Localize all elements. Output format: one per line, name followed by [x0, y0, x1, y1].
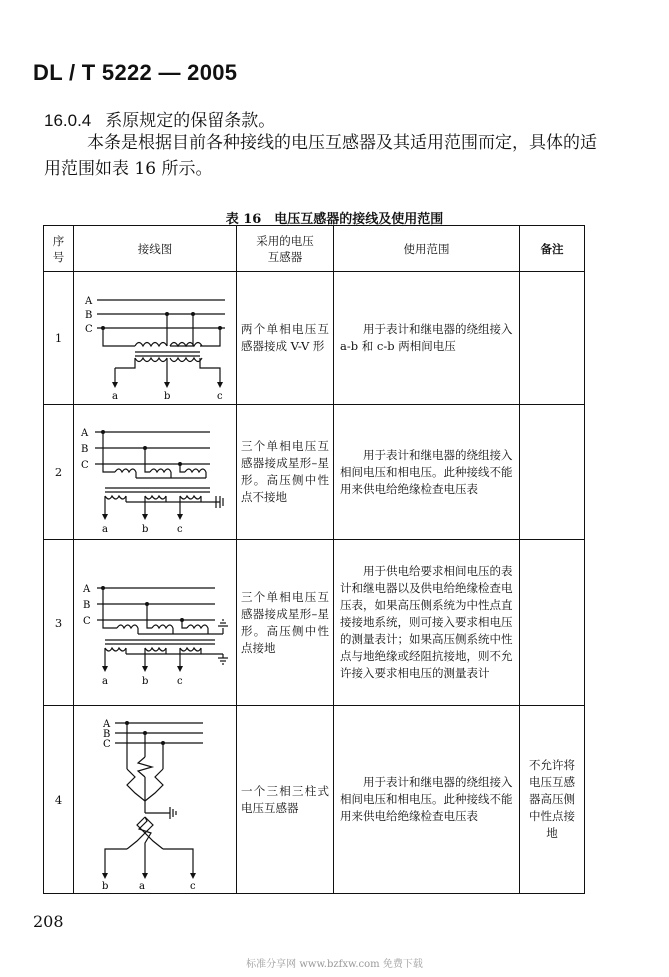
- secondary-a-label: a: [139, 880, 145, 891]
- row-seq: 2: [44, 405, 74, 540]
- phase-c-label: C: [83, 615, 91, 627]
- phase-c-label: C: [103, 738, 111, 750]
- secondary-a-label: a: [102, 524, 108, 535]
- row-diagram: [74, 405, 237, 540]
- three-phase-three-limb-diagram: [75, 709, 235, 891]
- phase-b-label: B: [83, 599, 91, 611]
- secondary-b-label: b: [142, 675, 149, 687]
- header-note: 备注: [520, 226, 585, 272]
- header-scope: 使用范围: [334, 226, 520, 272]
- phase-a-label: A: [81, 428, 89, 439]
- footer-watermark: 标准分享网 www.bzfxw.com 免费下载: [246, 959, 423, 970]
- row-method: 一个三相三柱式电压互感器: [237, 706, 334, 894]
- phase-c-label: C: [81, 460, 89, 471]
- row-scope: 用于供电给要求相间电压的表计和继电器以及供电给绝缘检查电压表，如果高压侧系统为中性点直接接地系统，则可接入要求相电压的测量表计；如果高压侧系统中性点与地绝缘或经阻抗接地，则不允许接入要求相电压的测量表计: [334, 540, 520, 706]
- row-diagram: [74, 706, 237, 894]
- phase-a-label: A: [83, 583, 91, 595]
- secondary-b-label: b: [142, 524, 149, 535]
- secondary-c-label: c: [177, 675, 183, 687]
- row-note: [520, 272, 585, 405]
- clause-number: 16.0.4: [44, 111, 92, 130]
- row-scope: 用于表计和继电器的绕组接入相间电压和相电压。此种接线不能用来供电给绝缘检查电压表: [334, 405, 520, 540]
- clause-heading: [44, 106, 275, 131]
- secondary-c-label: c: [217, 391, 223, 402]
- header-diagram: 接线图: [74, 226, 237, 272]
- phase-c-label: C: [85, 324, 93, 335]
- phase-b-label: B: [103, 728, 111, 740]
- secondary-c-label: c: [190, 880, 196, 891]
- header-seq: 序号: [44, 226, 74, 272]
- star-star-ungrounded-diagram: [75, 408, 235, 536]
- phase-a-label: A: [85, 296, 93, 307]
- phase-b-label: B: [81, 444, 89, 455]
- row-seq: 3: [44, 540, 74, 706]
- row-note: [520, 405, 585, 540]
- secondary-b-label: b: [164, 391, 171, 402]
- row-method: 三个单相电压互感器接成星形–星形。高压侧中性点不接地: [237, 405, 334, 540]
- secondary-a-label: a: [102, 675, 108, 687]
- page-number: 208: [33, 912, 64, 931]
- vv-connection-diagram: [75, 274, 235, 402]
- phase-a-label: A: [103, 718, 111, 730]
- row-scope: 用于表计和继电器的绕组接入相间电压和相电压。此种接线不能用来供电给绝缘检查电压表: [334, 706, 520, 894]
- secondary-a-label: a: [112, 391, 118, 402]
- table-header-row: [44, 226, 585, 272]
- secondary-c-label: c: [177, 524, 183, 535]
- row-diagram: [74, 540, 237, 706]
- table-row: [44, 405, 585, 540]
- star-star-grounded-diagram: [75, 558, 235, 688]
- row-note: [520, 540, 585, 706]
- clause-title: 系原规定的保留条款。: [105, 111, 276, 131]
- phase-b-label: B: [85, 310, 93, 321]
- table-row: [44, 706, 585, 894]
- table-row: [44, 272, 585, 405]
- body-paragraph: 本条是根据目前各种接线的电压互感器及其适用范围而定，具体的适用范围如表 16 所示。: [44, 133, 597, 179]
- row-diagram: [74, 272, 237, 405]
- header-method: 采用的电压互感器: [237, 226, 334, 272]
- row-note: 不允许将电压互感器高压侧中性点接地: [520, 706, 585, 894]
- pt-wiring-table: [43, 225, 585, 894]
- row-method: 两个单相电压互感器接成 V-V 形: [237, 272, 334, 405]
- document-code: DL / T 5222 — 2005: [33, 60, 238, 85]
- table-caption: 表 16 电压互感器的接线及使用范围: [225, 212, 444, 227]
- row-method: 三个单相电压互感器接成星形–星形。高压侧中性点接地: [237, 540, 334, 706]
- row-scope: 用于表计和继电器的绕组接入 a-b 和 c-b 两相间电压: [334, 272, 520, 405]
- row-seq: 1: [44, 272, 74, 405]
- table-row: [44, 540, 585, 706]
- row-seq: 4: [44, 706, 74, 894]
- secondary-b-label: b: [102, 880, 109, 891]
